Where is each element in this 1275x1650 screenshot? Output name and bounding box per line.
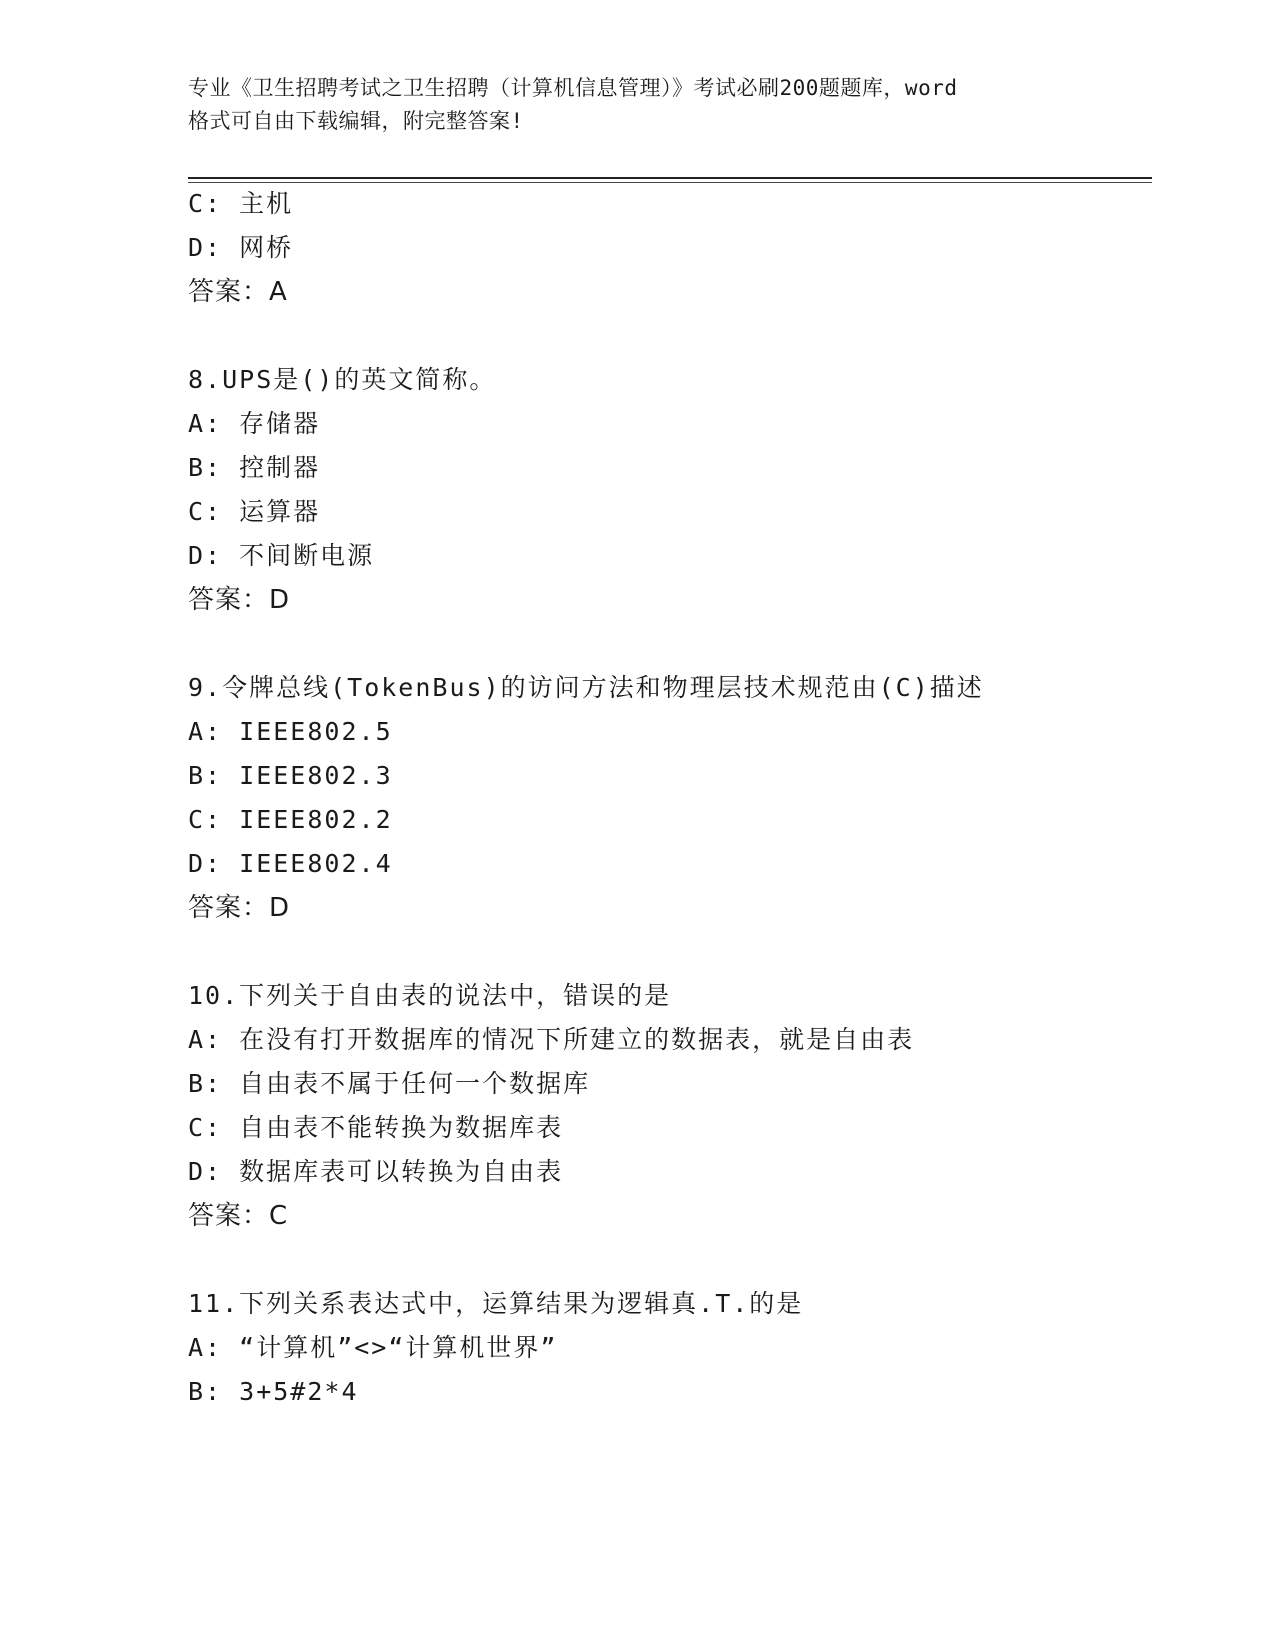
q9-option-b: B: IEEE802.3 [188, 761, 393, 790]
q10-option-b: B: 自由表不属于任何一个数据库 [188, 1069, 591, 1098]
q8-option-c: C: 运算器 [188, 497, 321, 526]
q8-option-a: A: 存储器 [188, 409, 321, 438]
q9-question: 9.令牌总线(TokenBus)的访问方法和物理层技术规范由(C)描述 [188, 673, 984, 702]
q9-option-a: A: IEEE802.5 [188, 717, 393, 746]
header-divider-thick [188, 177, 1152, 179]
q10-option-d: D: 数据库表可以转换为自由表 [188, 1157, 564, 1186]
q9-answer: 答案：D [188, 893, 291, 923]
prev-answer: 答案：A [188, 277, 288, 307]
q11-option-a: A: “计算机”<>“计算机世界” [188, 1333, 558, 1362]
q8-answer: 答案：D [188, 585, 291, 615]
q10-answer: 答案：C [188, 1201, 289, 1231]
q11-question: 11.下列关系表达式中，运算结果为逻辑真.T.的是 [188, 1289, 804, 1318]
q9-option-c: C: IEEE802.2 [188, 805, 393, 834]
q9-option-d: D: IEEE802.4 [188, 849, 393, 878]
header-title-line-1: 专业《卫生招聘考试之卫生招聘（计算机信息管理）》考试必刷200题题库，word [188, 76, 958, 100]
q10-option-c: C: 自由表不能转换为数据库表 [188, 1113, 564, 1142]
header-divider-thin [188, 182, 1152, 183]
q8-option-d: D: 不间断电源 [188, 541, 375, 570]
q10-option-a: A: 在没有打开数据库的情况下所建立的数据表，就是自由表 [188, 1025, 915, 1054]
prev-option-c: C: 主机 [188, 189, 294, 218]
q10-question: 10.下列关于自由表的说法中，错误的是 [188, 981, 672, 1010]
q11-option-b: B: 3+5#2*4 [188, 1377, 359, 1406]
q8-question: 8.UPS是()的英文简称。 [188, 365, 497, 394]
prev-option-d: D: 网桥 [188, 233, 294, 262]
document-header [188, 72, 1088, 138]
q8-option-b: B: 控制器 [188, 453, 321, 482]
header-title-line-2: 格式可自由下载编辑，附完整答案! [188, 109, 524, 133]
